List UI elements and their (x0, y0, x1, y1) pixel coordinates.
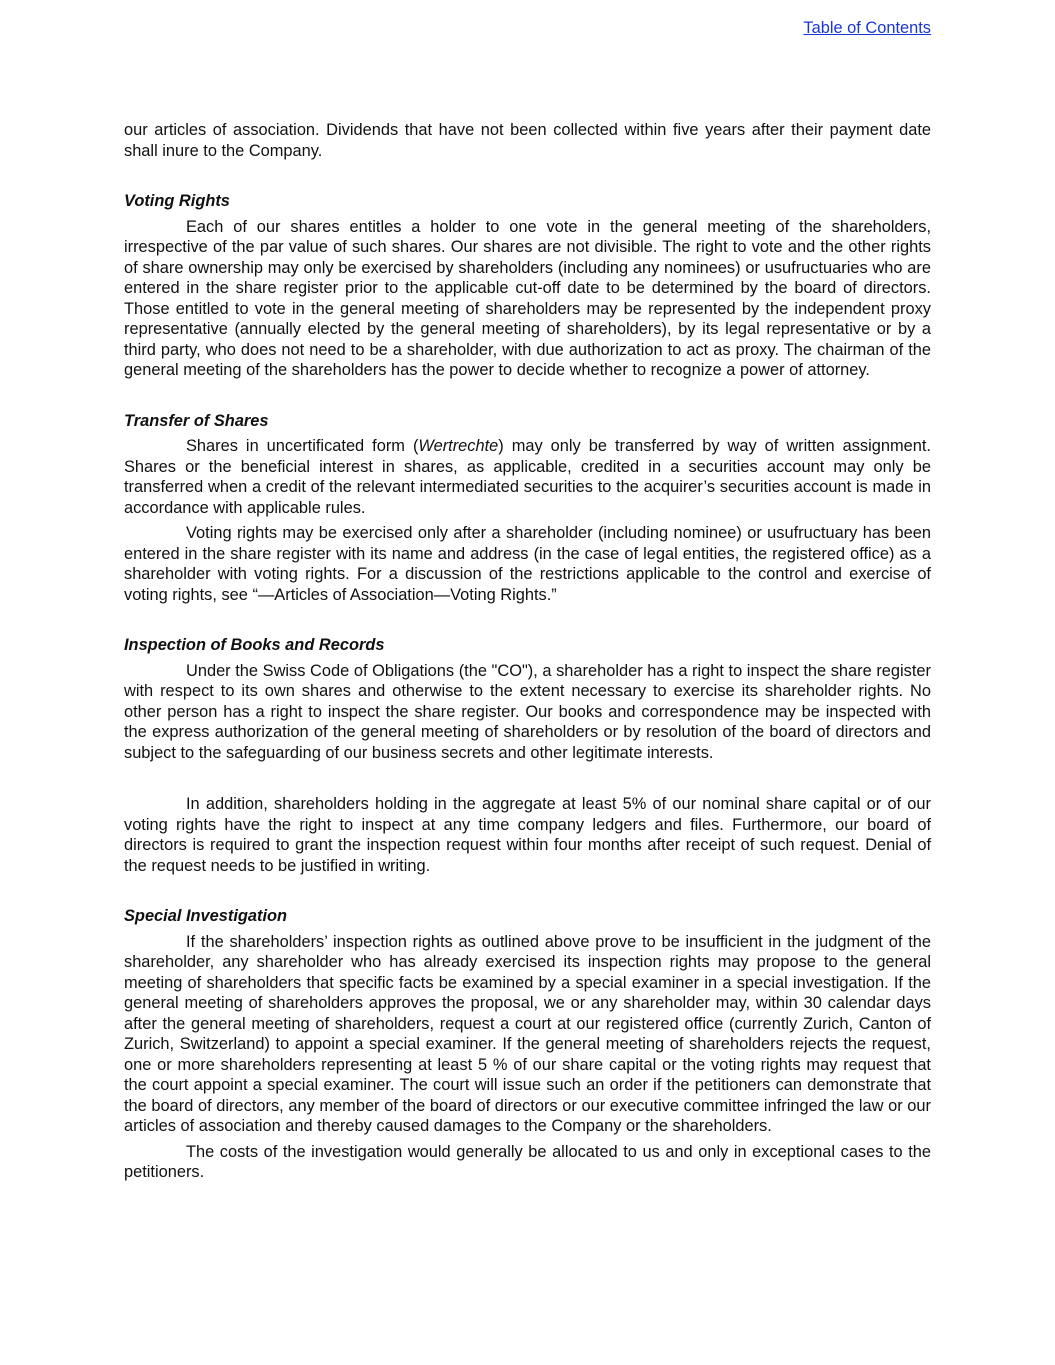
intro-paragraph: our articles of association. Dividends that have not been collected within five years after their payment date shall inure to the Company. (124, 121, 931, 160)
inspection-paragraph-1: Under the Swiss Code of Obligations (the "CO"), a shareholder has a right to inspect the share register with respect to its own shares and otherwise to the extent necessary to exercise its shareholder rights. No other person has a right to inspect the share register. Our books and correspondence may be inspected with the express authorization of the general meeting of shareholders or by resolution of the board of directors and subject to the safeguarding of our business secrets and other legitimate interests. (124, 661, 931, 762)
special-investigation-paragraph-1: If the shareholders’ inspection rights as outlined above prove to be insufficient in the judgment of the shareholder, any shareholder who has already exercised its inspection rights may propose to the general meeting of shareholders that specific facts be examined by a special examiner in a special investigation. If the general meeting of shareholders approves the proposal, we or any shareholder may, within 30 calendar days after the general meeting of shareholders, request a court at our registered office (currently Zurich, Canton of Zurich, Switzerland) to appoint a special examiner. If the general meeting of shareholders rejects the request, one or more shareholders representing at least 5 % of our share capital or the voting rights may request that the court appoint a special examiner. The court will issue such an order if the petitioners can demonstrate that the board of directors, any member of the board of directors or our executive committee infringed the law or our articles of association and thereby caused damages to the Company or the shareholders. (124, 932, 931, 1135)
transfer-text-after: ) may only be transferred by way of written assignment. Shares or the beneficial interest in shares, as applicable, credited in a securities account may only be transferred when a credit of the relevant intermediated securities to the acquirer’s securities account is made in accordance with applicable rules. (124, 437, 931, 517)
document-body (124, 120, 931, 1183)
voting-rights-heading: Voting Rights (124, 192, 230, 210)
transfer-of-shares-paragraph-2: Voting rights may be exercised only after a shareholder (including nominee) or usufructuary has been entered in the share register with its name and address (in the case of legal entities, the registered office) as a shareholder with voting rights. For a discussion of the restrictions applicable to the control and exercise of voting rights, see “—Articles of Association—Voting Rights.” (124, 524, 931, 604)
inspection-heading: Inspection of Books and Records (124, 636, 385, 654)
transfer-text-before: Shares in uncertificated form ( (186, 437, 419, 455)
voting-rights-paragraph: Each of our shares entitles a holder to one vote in the general meeting of the shareholders, irrespective of the par value of such shares. Our shares are not divisible. The right to vote and the other rights of share ownership may only be exercised by shareholders (including any nominees) or usufructuaries who are entered in the share register prior to the applicable cut-off date to be determined by the board of directors. Those entitled to vote in the general meeting of shareholders may be represented by the independent proxy representative (annually elected by the general meeting of shareholders), by its legal representative or by a third party, who does not need to be a shareholder, with due authorization to act as proxy. The chairman of the general meeting of the shareholders has the power to decide whether to recognize a power of attorney. (124, 217, 931, 379)
special-investigation-paragraph-2: The costs of the investigation would generally be allocated to us and only in exceptional cases to the petitioners. (124, 1142, 931, 1181)
transfer-of-shares-heading: Transfer of Shares (124, 411, 269, 430)
transfer-of-shares-paragraph-1 (124, 436, 931, 518)
wertrechte-term: Wertrechte (418, 437, 499, 455)
special-investigation-heading: Special Investigation (124, 907, 288, 925)
table-of-contents-link[interactable]: Table of Contents (803, 19, 931, 37)
inspection-paragraph-2: In addition, shareholders holding in the aggregate at least 5% of our nominal share capital or of our voting rights have the right to inspect at any time company ledgers and files. Furthermore, our board of directors is required to grant the inspection request within four months after receipt of such request. Denial of the request needs to be justified in writing. (124, 795, 931, 875)
